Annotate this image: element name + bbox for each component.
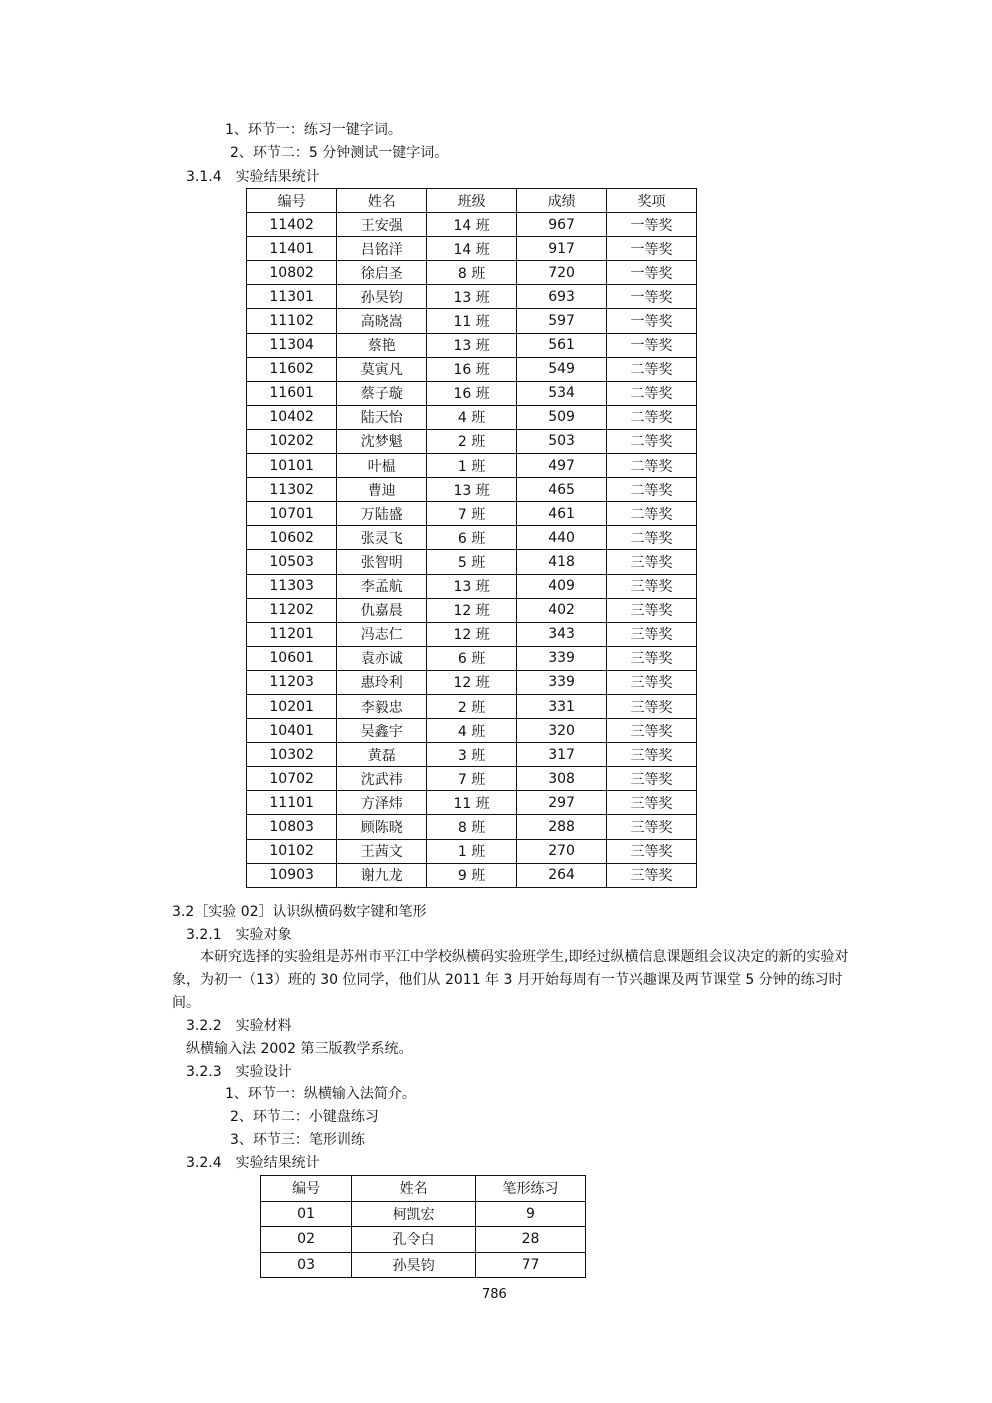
table-cell: 三等奖	[607, 550, 697, 574]
table-cell: 14 班	[427, 213, 517, 237]
table-cell: 10101	[247, 454, 337, 478]
table-row	[247, 719, 697, 743]
table-cell: 77	[475, 1252, 585, 1278]
table-cell: 16 班	[427, 357, 517, 381]
table-cell: 339	[517, 670, 607, 694]
table-cell: 谢九龙	[337, 863, 427, 887]
table-cell: 莫寅凡	[337, 357, 427, 381]
table-cell: 9 班	[427, 863, 517, 887]
table-cell: 惠玲利	[337, 670, 427, 694]
table-cell: 331	[517, 694, 607, 718]
table-cell: 三等奖	[607, 791, 697, 815]
table-cell: 徐启圣	[337, 261, 427, 285]
table-row	[247, 478, 697, 502]
table-cell: 16 班	[427, 381, 517, 405]
table-row	[247, 815, 697, 839]
table-row	[247, 429, 697, 453]
table-cell: 13 班	[427, 478, 517, 502]
table-row	[247, 333, 697, 357]
table-cell: 三等奖	[607, 598, 697, 622]
table-cell: 720	[517, 261, 607, 285]
table-cell: 497	[517, 454, 607, 478]
table-row	[247, 550, 697, 574]
table-cell: 10802	[247, 261, 337, 285]
heading-3-2-2: 3.2.2 实验材料	[186, 1018, 292, 1034]
table-row	[247, 502, 697, 526]
table-cell: 343	[517, 622, 607, 646]
table-cell: 264	[517, 863, 607, 887]
table-cell: 一等奖	[607, 285, 697, 309]
table-row	[261, 1227, 586, 1253]
table-cell: 13 班	[427, 333, 517, 357]
table-cell: 549	[517, 357, 607, 381]
table-cell: 陆天怡	[337, 405, 427, 429]
table-cell: 461	[517, 502, 607, 526]
table-cell: 黄磊	[337, 743, 427, 767]
table-row	[247, 670, 697, 694]
table-cell: 三等奖	[607, 574, 697, 598]
table-cell: 9	[475, 1201, 585, 1227]
table-cell: 7 班	[427, 767, 517, 791]
table-cell: 冯志仁	[337, 622, 427, 646]
table-cell: 11203	[247, 670, 337, 694]
table-cell: 12 班	[427, 622, 517, 646]
table-cell: 二等奖	[607, 429, 697, 453]
table-cell: 10601	[247, 646, 337, 670]
table-cell: 10201	[247, 694, 337, 718]
paragraph-subjects: 本研究选择的实验组是苏州市平江中学校纵横码实验班学生,即经过纵横信息课题组会议决定的新的实验对象，为初一（13）班的 30 位同学，他们从 2011 年 3 月开始每周有一节兴趣课及两节课堂 5 分钟的练习时间。	[172, 949, 849, 1011]
table-cell: 二等奖	[607, 454, 697, 478]
table-cell: 14 班	[427, 237, 517, 261]
table-cell: 10102	[247, 839, 337, 863]
table-row	[247, 767, 697, 791]
table-row	[247, 309, 697, 333]
table-cell: 11303	[247, 574, 337, 598]
table-cell: 蔡艳	[337, 333, 427, 357]
table-cell: 13 班	[427, 574, 517, 598]
table-cell: 三等奖	[607, 694, 697, 718]
table-cell: 6 班	[427, 526, 517, 550]
results-table-2	[260, 1175, 586, 1278]
table-cell: 3 班	[427, 743, 517, 767]
table-cell: 7 班	[427, 502, 517, 526]
table-cell: 三等奖	[607, 863, 697, 887]
column-header: 编号	[247, 189, 337, 213]
table-cell: 2 班	[427, 429, 517, 453]
column-header: 姓名	[352, 1176, 476, 1202]
heading-3-2-3: 3.2.3 实验设计	[186, 1064, 292, 1080]
column-header: 姓名	[337, 189, 427, 213]
table-cell: 张智明	[337, 550, 427, 574]
table-row	[247, 622, 697, 646]
table-cell: 吕铭洋	[337, 237, 427, 261]
table-row	[247, 526, 697, 550]
table-cell: 308	[517, 767, 607, 791]
table-cell: 11 班	[427, 791, 517, 815]
table-cell: 02	[261, 1227, 352, 1253]
table-cell: 三等奖	[607, 839, 697, 863]
heading-3-1-4: 3.1.4 实验结果统计	[186, 169, 320, 185]
table-cell: 沈梦魁	[337, 429, 427, 453]
table-cell: 三等奖	[607, 719, 697, 743]
table-cell: 张灵飞	[337, 526, 427, 550]
table-cell: 叶榅	[337, 454, 427, 478]
table-row	[247, 791, 697, 815]
design-step-2: 2、环节二：小键盘练习	[230, 1109, 379, 1125]
heading-3-2: 3.2［实验 02］认识纵横码数字键和笔形	[172, 904, 427, 920]
table-cell: 12 班	[427, 598, 517, 622]
table-cell: 二等奖	[607, 502, 697, 526]
table-cell: 11602	[247, 357, 337, 381]
table-cell: 4 班	[427, 719, 517, 743]
table-cell: 三等奖	[607, 767, 697, 791]
table-cell: 28	[475, 1227, 585, 1253]
table-row	[247, 646, 697, 670]
table-cell: 01	[261, 1201, 352, 1227]
table-cell: 11202	[247, 598, 337, 622]
heading-3-2-1: 3.2.1 实验对象	[186, 927, 292, 943]
table-cell: 10302	[247, 743, 337, 767]
table-cell: 三等奖	[607, 646, 697, 670]
design-step-3: 3、环节三：笔形训练	[230, 1132, 365, 1148]
heading-3-2-4: 3.2.4 实验结果统计	[186, 1155, 320, 1171]
table-cell: 534	[517, 381, 607, 405]
design-step-1: 1、环节一：纵横输入法简介。	[225, 1086, 416, 1102]
table-cell: 李毅忠	[337, 694, 427, 718]
table-cell: 11601	[247, 381, 337, 405]
table-cell: 三等奖	[607, 815, 697, 839]
table-cell: 一等奖	[607, 309, 697, 333]
table-row	[247, 285, 697, 309]
table-cell: 10702	[247, 767, 337, 791]
table-cell: 03	[261, 1252, 352, 1278]
table-cell: 二等奖	[607, 478, 697, 502]
table-cell: 一等奖	[607, 333, 697, 357]
table-row	[247, 357, 697, 381]
table-cell: 二等奖	[607, 526, 697, 550]
table-row	[247, 574, 697, 598]
table-cell: 高晓嵩	[337, 309, 427, 333]
header-row	[261, 1176, 586, 1202]
table-cell: 409	[517, 574, 607, 598]
table-cell: 2 班	[427, 694, 517, 718]
table-cell: 1 班	[427, 839, 517, 863]
table-cell: 11302	[247, 478, 337, 502]
table-cell: 柯凯宏	[352, 1201, 476, 1227]
table-row	[247, 237, 697, 261]
step-2: 2、环节二：5 分钟测试一键字词。	[230, 145, 449, 161]
table-cell: 297	[517, 791, 607, 815]
table-cell: 12 班	[427, 670, 517, 694]
table-cell: 二等奖	[607, 405, 697, 429]
table-cell: 13 班	[427, 285, 517, 309]
table-cell: 10401	[247, 719, 337, 743]
table-cell: 561	[517, 333, 607, 357]
table-cell: 11201	[247, 622, 337, 646]
table-cell: 蔡子璇	[337, 381, 427, 405]
table-cell: 一等奖	[607, 237, 697, 261]
table-cell: 王安强	[337, 213, 427, 237]
table-row	[261, 1201, 586, 1227]
table-cell: 孙昊钧	[352, 1252, 476, 1278]
step-1: 1、环节一：练习一键字词。	[225, 122, 402, 138]
table-cell: 仇嘉晨	[337, 598, 427, 622]
table-row	[247, 405, 697, 429]
table-cell: 10202	[247, 429, 337, 453]
table-cell: 王茜文	[337, 839, 427, 863]
table-cell: 袁亦诚	[337, 646, 427, 670]
table-row	[247, 213, 697, 237]
table-cell: 465	[517, 478, 607, 502]
column-header: 班级	[427, 189, 517, 213]
table-cell: 402	[517, 598, 607, 622]
table-cell: 孙昊钧	[337, 285, 427, 309]
table-cell: 曹迪	[337, 478, 427, 502]
table-cell: 11101	[247, 791, 337, 815]
table-row	[247, 743, 697, 767]
table-cell: 440	[517, 526, 607, 550]
table-cell: 5 班	[427, 550, 517, 574]
table-cell: 10803	[247, 815, 337, 839]
table-cell: 597	[517, 309, 607, 333]
table-cell: 10701	[247, 502, 337, 526]
table-cell: 509	[517, 405, 607, 429]
table-cell: 317	[517, 743, 607, 767]
table-row	[247, 454, 697, 478]
table-cell: 10503	[247, 550, 337, 574]
table-cell: 孔令白	[352, 1227, 476, 1253]
table-cell: 沈武祎	[337, 767, 427, 791]
table-cell: 11402	[247, 213, 337, 237]
table-row	[247, 863, 697, 887]
table-cell: 11401	[247, 237, 337, 261]
column-header: 编号	[261, 1176, 352, 1202]
table-cell: 693	[517, 285, 607, 309]
table-cell: 李孟航	[337, 574, 427, 598]
table-cell: 三等奖	[607, 670, 697, 694]
table-cell: 10903	[247, 863, 337, 887]
table-cell: 503	[517, 429, 607, 453]
column-header: 笔形练习	[475, 1176, 585, 1202]
table-cell: 917	[517, 237, 607, 261]
table-cell: 一等奖	[607, 261, 697, 285]
table-cell: 10602	[247, 526, 337, 550]
table-cell: 1 班	[427, 454, 517, 478]
table-cell: 288	[517, 815, 607, 839]
table-cell: 顾陈晓	[337, 815, 427, 839]
table-cell: 万陆盛	[337, 502, 427, 526]
table-row	[247, 598, 697, 622]
table-cell: 6 班	[427, 646, 517, 670]
table-cell: 11304	[247, 333, 337, 357]
table-row	[261, 1252, 586, 1278]
table-row	[247, 839, 697, 863]
table-cell: 二等奖	[607, 357, 697, 381]
table-cell: 三等奖	[607, 622, 697, 646]
table-cell: 270	[517, 839, 607, 863]
table-cell: 418	[517, 550, 607, 574]
paragraph-materials: 纵横输入法 2002 第三版教学系统。	[186, 1041, 413, 1057]
table-row	[247, 381, 697, 405]
table-cell: 967	[517, 213, 607, 237]
table-cell: 320	[517, 719, 607, 743]
column-header: 成绩	[517, 189, 607, 213]
table-cell: 方泽炜	[337, 791, 427, 815]
table-cell: 三等奖	[607, 743, 697, 767]
table-cell: 11301	[247, 285, 337, 309]
table-row	[247, 694, 697, 718]
table-cell: 一等奖	[607, 213, 697, 237]
table-cell: 8 班	[427, 261, 517, 285]
table-cell: 11102	[247, 309, 337, 333]
table-cell: 10402	[247, 405, 337, 429]
page-number: 786	[482, 1287, 507, 1302]
table-cell: 4 班	[427, 405, 517, 429]
table-row	[247, 261, 697, 285]
table-cell: 二等奖	[607, 381, 697, 405]
table-cell: 8 班	[427, 815, 517, 839]
column-header: 奖项	[607, 189, 697, 213]
results-table-1	[246, 188, 697, 888]
table-cell: 11 班	[427, 309, 517, 333]
header-row	[247, 189, 697, 213]
table-cell: 339	[517, 646, 607, 670]
table-cell: 吴鑫宇	[337, 719, 427, 743]
